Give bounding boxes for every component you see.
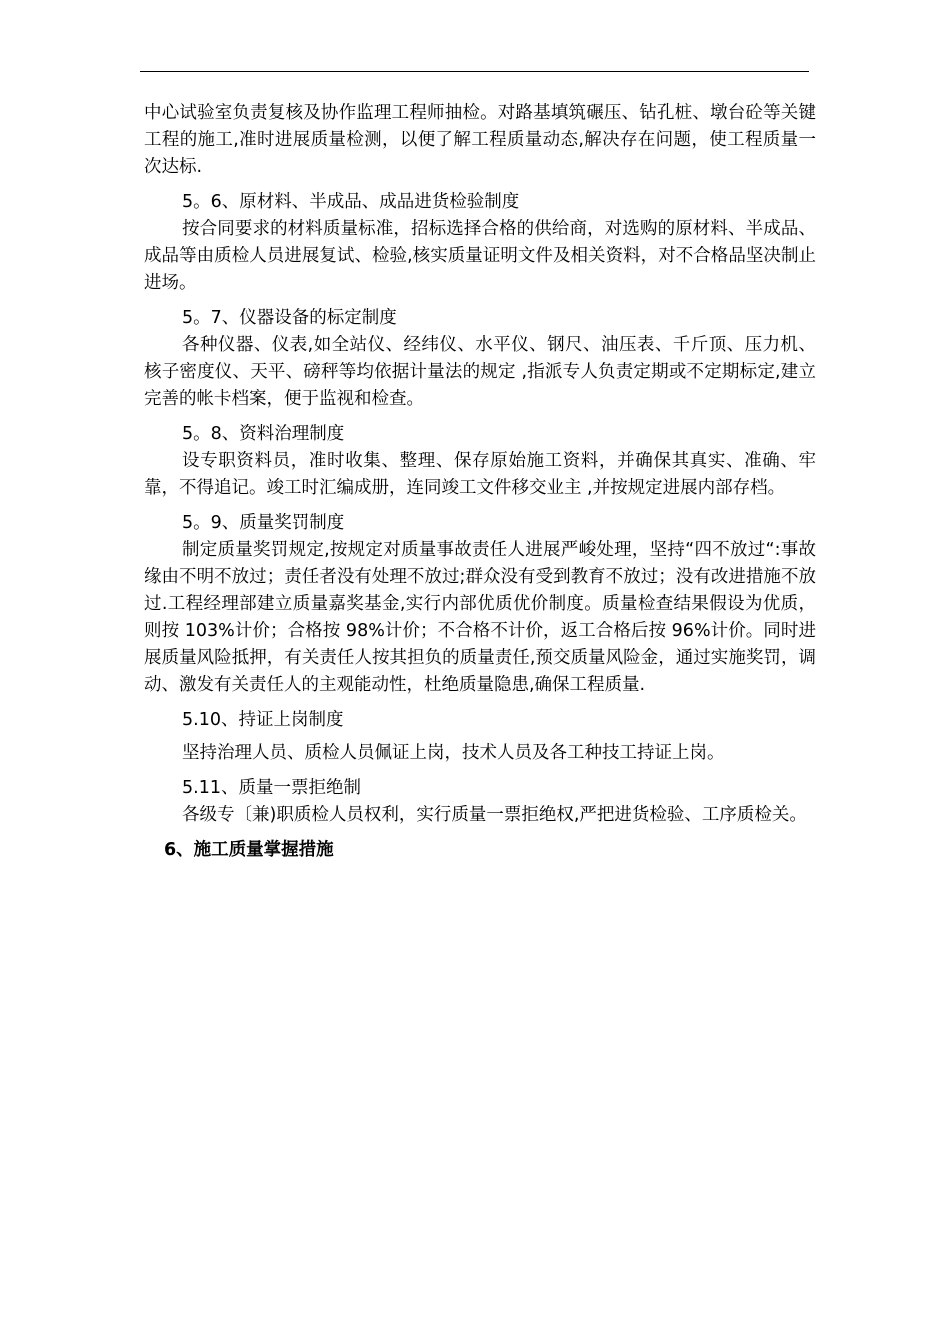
section-body: 坚持治理人员、质检人员佩证上岗，技术人员及各工种技工持证上岗。 <box>182 743 725 763</box>
section-body: 设专职资料员，准时收集、整理、保存原始施工资料，并确保其真实、准确、牢靠，不得追记。竣工时汇编成册，连同竣工文件移交业主 ,并按规定进展内部存档。 <box>144 451 816 498</box>
intro-paragraph: 中心试验室负责复核及协作监理工程师抽检。对路基填筑碾压、钻孔桩、墩台砼等关键工程的施工,准时进展质量检测，以便了解工程质量动态,解决存在问题，使工程质量一次达标. <box>144 103 816 177</box>
section-body: 制定质量奖罚规定,按规定对质量事故责任人进展严峻处理，坚持“四不放过“:事故缘由不明不放过；责任者没有处理不放过;群众没有受到教育不放过；没有改进措施不放过.工程经理部建立质量嘉奖基金,实行内部优质优价制度。质量检查结果假设为优质，则按 103%计价；合格按 98%计价；不合格不计价，返工合格后按 96%计价。同时进展质量风险抵押，有关责任人按其担负的质量责任,预交质量风险金，通过实施奖罚，调动、激发有关责任人的主观能动性，杜绝质量隐患,确保工程质量. <box>144 540 816 695</box>
section-body: 按合同要求的材料质量标准，招标选择合格的供给商，对选购的原材料、半成品、成品等由质检人员进展复试、检验,核实质量证明文件及相关资料，对不合格品坚决制止进场。 <box>144 219 816 293</box>
section-5-7 <box>144 305 816 413</box>
section-heading: 5。6、原材料、半成品、成品进货检验制度 <box>182 192 520 212</box>
section-heading: 5。7、仪器设备的标定制度 <box>182 308 397 328</box>
section-heading: 5.11、质量一票拒绝制 <box>182 778 361 798</box>
section-body: 各种仪器、仪表,如全站仪、经纬仪、水平仪、钢尺、油压表、千斤顶、压力机、核子密度仪、天平、磅秤等均依据计量法的规定 ,指派专人负责定期或不定期标定,建立完善的帐卡档案，便于监视和检查。 <box>144 335 816 409</box>
section-heading: 5。9、质量奖罚制度 <box>182 513 345 533</box>
section-heading: 5。8、资料治理制度 <box>182 424 345 444</box>
section-5-9 <box>144 510 816 699</box>
section-5-11 <box>144 775 816 829</box>
section-5-8 <box>144 421 816 502</box>
header-rule <box>140 71 809 72</box>
section-body: 各级专〔兼)职质检人员权利，实行质量一票拒绝权,严把进货检验、工序质检关。 <box>182 805 807 825</box>
section-5-6 <box>144 189 816 297</box>
section-heading: 5.10、持证上岗制度 <box>182 710 344 730</box>
chapter-heading: 6、施工质量掌握措施 <box>164 840 334 860</box>
document-body <box>144 100 816 864</box>
section-5-10 <box>144 707 816 767</box>
